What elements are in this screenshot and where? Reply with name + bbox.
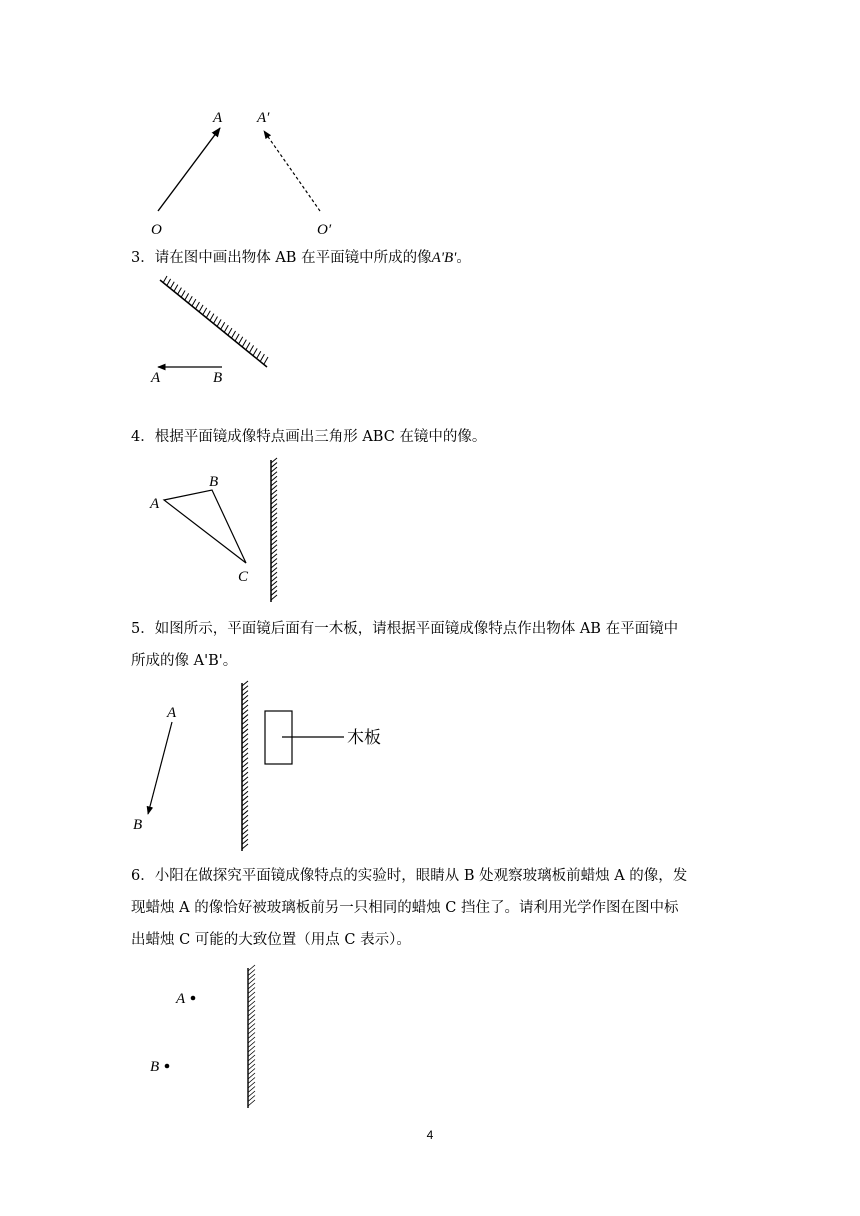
hatch-mark (242, 681, 248, 686)
hatch-mark (242, 686, 248, 691)
hatch-mark (242, 739, 248, 744)
hatch-mark (232, 331, 236, 338)
hatch-mark (271, 458, 277, 463)
hatch-mark (271, 540, 277, 545)
hatch-mark (246, 343, 250, 350)
hatch-mark (271, 527, 277, 532)
hatch-mark (271, 495, 277, 500)
hatch-mark (271, 545, 277, 550)
hatch-mark (271, 467, 277, 472)
hatch-mark (264, 357, 268, 364)
hatch-mark (217, 319, 221, 326)
question-3: 3．请在图中画出物体 AB 在平面镜中所成的像A'B'。 (131, 250, 471, 266)
hatch-mark (271, 563, 277, 568)
hatch-mark (221, 322, 225, 329)
hatch-mark (206, 311, 210, 318)
hatch-mark (271, 513, 277, 518)
hatch-mark (271, 485, 277, 490)
mirror-hatch-q3 (163, 276, 268, 364)
label-A-prime: A′ (257, 110, 270, 126)
label-A: A (151, 370, 161, 386)
hatch-mark (242, 820, 248, 825)
hatch-mark (242, 782, 248, 787)
label-A: A (176, 991, 186, 1007)
hatch-mark (271, 472, 277, 477)
hatch-mark (271, 463, 277, 468)
hatch-mark (242, 791, 248, 796)
hatch-mark (242, 763, 248, 768)
figure-top (151, 110, 332, 238)
hatch-mark (242, 796, 248, 801)
image-label: A'B' (431, 250, 457, 266)
hatch-mark (271, 595, 277, 600)
hatch-mark (242, 786, 248, 791)
hatch-mark (271, 508, 277, 513)
glass-hatch-q6 (248, 965, 255, 1106)
page-number: 4 (426, 1128, 434, 1142)
hatch-mark (214, 317, 218, 324)
figure-q3 (150, 276, 268, 386)
label-O-prime: O′ (317, 222, 332, 238)
hatch-mark (242, 743, 248, 748)
hatch-mark (242, 724, 248, 729)
label-O: O (151, 222, 162, 238)
hatch-mark (242, 710, 248, 715)
hatch-mark (185, 293, 189, 300)
hatch-mark (199, 305, 203, 312)
hatch-mark (242, 810, 248, 815)
hatch-mark (242, 834, 248, 839)
label-A: A (150, 496, 160, 512)
hatch-mark (242, 830, 248, 835)
figure-q4 (149, 458, 277, 602)
label-A: A (213, 110, 223, 126)
question-4: 4．根据平面镜成像特点画出三角形 ABC 在镜中的像。 (131, 429, 487, 445)
mirror-hatch-q5 (242, 681, 248, 849)
figure-q6 (150, 965, 255, 1108)
hatch-mark (271, 568, 277, 573)
hatch-mark (242, 719, 248, 724)
figure-q5 (133, 681, 381, 851)
hatch-mark (271, 586, 277, 591)
hatch-mark (242, 777, 248, 782)
hatch-mark (242, 758, 248, 763)
hatch-mark (271, 558, 277, 563)
triangle-ABC (164, 490, 246, 563)
arrow-OA (158, 128, 220, 211)
hatch-mark (271, 549, 277, 554)
hatch-mark (235, 334, 239, 341)
hatch-mark (271, 481, 277, 486)
hatch-mark (195, 302, 199, 309)
hatch-mark (170, 282, 174, 289)
hatch-mark (271, 499, 277, 504)
hatch-mark (260, 354, 264, 361)
hatch-mark (239, 337, 243, 344)
hatch-mark (242, 825, 248, 830)
label-B: B (150, 1059, 160, 1075)
hatch-mark (242, 691, 248, 696)
hatch-mark (188, 296, 192, 303)
hatch-mark (242, 839, 248, 844)
hatch-mark (271, 536, 277, 541)
hatch-mark (192, 299, 196, 306)
question-5: 5．如图所示，平面镜后面有一木板，请根据平面镜成像特点作出物体 AB 在平面镜中 所成的像 A'B'。 (131, 621, 679, 669)
label-C: C (238, 569, 249, 585)
hatch-mark (242, 340, 246, 347)
hatch-mark (271, 590, 277, 595)
question-6: 6．小阳在做探究平面镜成像特点的实验时，眼睛从 B 处观察玻璃板前蜡烛 A 的像，发 现蜡烛 A 的像恰好被玻璃板前另一只相同的蜡烛 C 挡住了。请利用光学作图在图中标 出蜡烛 C 可能的大致位置（用点 C 表示）。 (131, 868, 688, 948)
hatch-mark (242, 734, 248, 739)
hatch-mark (271, 577, 277, 582)
point-A (191, 996, 196, 1001)
hatch-mark (271, 572, 277, 577)
hatch-mark (271, 581, 277, 586)
hatch-mark (163, 276, 167, 283)
mirror-hatch-q4 (271, 458, 277, 600)
hatch-mark (242, 729, 248, 734)
hatch-mark (242, 700, 248, 705)
label-B: B (209, 474, 219, 490)
hatch-mark (271, 531, 277, 536)
hatch-mark (257, 351, 261, 358)
label-B: B (213, 370, 223, 386)
hatch-mark (271, 522, 277, 527)
hatch-mark (271, 554, 277, 559)
hatch-mark (242, 815, 248, 820)
hatch-mark (242, 753, 248, 758)
label-A: A (167, 705, 177, 721)
hatch-mark (242, 695, 248, 700)
arrow-AB (148, 722, 172, 814)
hatch-mark (242, 844, 248, 849)
hatch-mark (271, 476, 277, 481)
hatch-mark (228, 328, 232, 335)
hatch-mark (271, 490, 277, 495)
board-label: 木板 (347, 728, 381, 748)
hatch-mark (177, 288, 181, 295)
hatch-mark (253, 348, 257, 355)
point-B (165, 1064, 170, 1069)
hatch-mark (203, 308, 207, 315)
hatch-mark (242, 772, 248, 777)
hatch-mark (224, 325, 228, 332)
arrow-O'A'-dashed (264, 131, 320, 211)
hatch-mark (174, 285, 178, 292)
hatch-mark (242, 715, 248, 720)
hatch-mark (210, 314, 214, 321)
hatch-mark (181, 290, 185, 297)
hatch-mark (271, 517, 277, 522)
hatch-mark (250, 345, 254, 352)
hatch-mark (242, 806, 248, 811)
label-B: B (133, 817, 143, 833)
hatch-mark (242, 748, 248, 753)
hatch-mark (242, 801, 248, 806)
hatch-mark (271, 504, 277, 509)
hatch-mark (242, 705, 248, 710)
hatch-mark (167, 279, 171, 286)
hatch-mark (242, 767, 248, 772)
